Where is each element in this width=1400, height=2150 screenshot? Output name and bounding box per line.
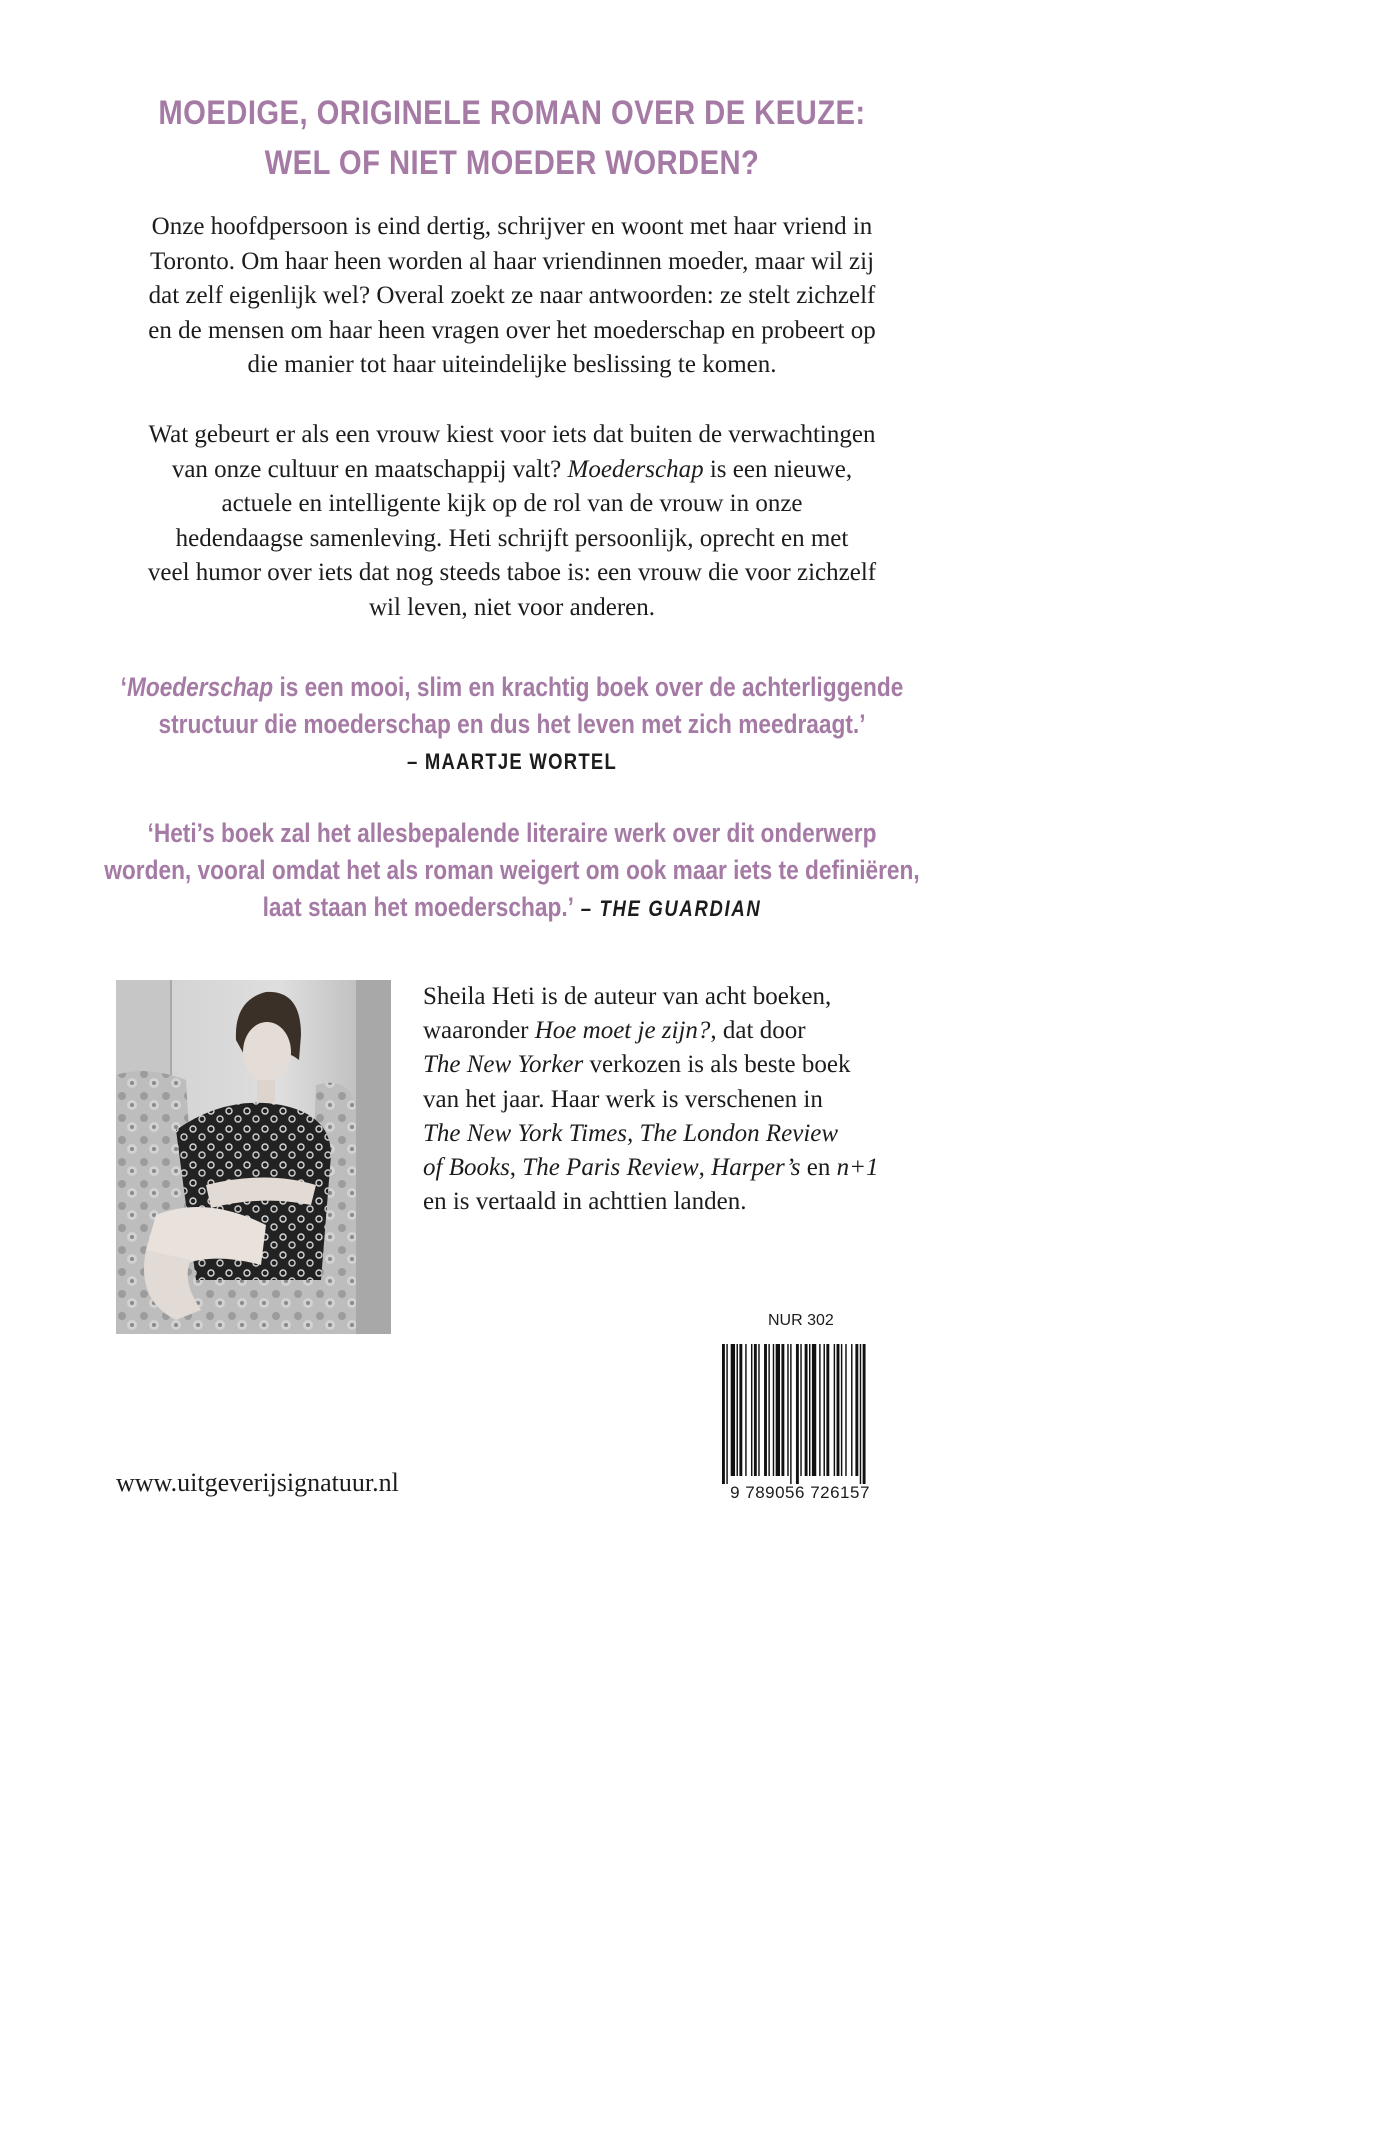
text-line: wil leven, niet voor anderen.: [368, 593, 655, 621]
barcode-bar: [855, 1344, 858, 1476]
text-line: actuele en intelligente kijk op de rol van de vrouw in onze: [221, 490, 803, 517]
bio-line: en is vertaald in achttien landen.: [423, 1188, 747, 1216]
bio-line: [423, 1117, 923, 1151]
barcode-bars: [722, 1344, 866, 1484]
barcode-bar: [837, 1344, 840, 1476]
text-line: dat zelf eigenlijk wel? Overal zoekt ze naar antwoorden: ze stelt zichzelf: [148, 282, 876, 309]
publication-title: The New Yorker: [423, 1051, 584, 1079]
nur-code: NUR 302: [768, 1312, 834, 1329]
bio-line: [423, 1014, 923, 1048]
heading-line-1: MOEDIGE, ORIGINELE ROMAN OVER DE KEUZE:: [158, 94, 866, 132]
text-segment: waaronder: [423, 1017, 535, 1045]
barcode-bar: [805, 1344, 808, 1476]
review-quote-2: [82, 815, 942, 927]
quote-text: is een mooi, slim en krachtig boek over de achterliggende: [273, 672, 904, 702]
synopsis-paragraph-1: [90, 210, 934, 383]
barcode-bar: [812, 1344, 816, 1476]
publication-title: n+1: [836, 1154, 879, 1182]
barcode-bar: [809, 1344, 810, 1476]
barcode-bar: [739, 1344, 742, 1476]
isbn-barcode: [708, 1342, 893, 1502]
text-line: [90, 453, 934, 488]
text-line: Toronto. Om haar heen worden al haar vriendinnen moeder, maar wil zij: [149, 247, 875, 275]
quote-line: [82, 669, 942, 706]
heading-line-2: WEL OF NIET MOEDER WORDEN?: [264, 144, 760, 182]
barcode-bar: [776, 1344, 780, 1476]
author-photo: [116, 980, 391, 1334]
publication-title: The New York Times, The London Review: [423, 1119, 839, 1147]
publication-title: The Paris Review: [522, 1154, 699, 1182]
text-line: die manier tot haar uiteindelijke beslissing te komen.: [247, 351, 777, 378]
barcode-bar: [796, 1344, 799, 1484]
barcode-bar: [758, 1344, 759, 1476]
barcode-bar: [819, 1344, 820, 1476]
text-segment: en: [800, 1154, 837, 1182]
text-segment: van onze cultuur en maatschappij valt?: [171, 455, 568, 483]
barcode-bar: [731, 1344, 735, 1476]
barcode-bar: [754, 1344, 757, 1476]
text-line: Onze hoofdpersoon is eind dertig, schrijver en woont met haar vriend in: [151, 213, 873, 240]
publication-title: of Books: [423, 1154, 510, 1182]
author-bio: [423, 980, 923, 1219]
barcode-bar: [790, 1344, 791, 1484]
text-segment: verkozen is als beste boek: [583, 1051, 851, 1079]
barcode-bar: [800, 1344, 801, 1476]
text-line: Wat gebeurt er als een vrouw kiest voor iets dat buiten de verwachtingen: [148, 421, 876, 448]
barcode-bar: [722, 1344, 725, 1484]
publication-title: Harper’s: [711, 1154, 801, 1182]
book-title: Moederschap: [567, 455, 704, 483]
barcode-bar: [773, 1344, 774, 1476]
bio-line: [423, 1151, 923, 1185]
text-line: veel humor over iets dat nog steeds taboe is: een vrouw die voor zichzelf: [147, 559, 877, 586]
barcode-bar: [834, 1344, 835, 1476]
barcode-bar: [824, 1344, 825, 1476]
quote-line: ‘Heti’s boek zal het allesbepalende literaire werk over dit onderwerp: [147, 818, 877, 848]
barcode-bar: [768, 1344, 769, 1476]
barcode-bar: [764, 1344, 767, 1476]
quote-line: [82, 889, 942, 927]
barcode-bar: [726, 1344, 727, 1484]
quote-text: laat staan het moederschap.’: [262, 892, 574, 922]
barcode-bar: [863, 1344, 866, 1484]
barcode-bar: [860, 1344, 861, 1484]
review-quote-1: [82, 669, 942, 780]
bio-line: [423, 1048, 923, 1082]
cover-heading: [72, 88, 953, 188]
text-line: en de mensen om haar heen vragen over het moederschap en probeert op: [148, 316, 876, 344]
quote-line: worden, vooral omdat het als roman weigert om ook maar iets te definiëren,: [104, 855, 920, 885]
barcode-bar: [841, 1344, 842, 1476]
synopsis-paragraph-2: [90, 418, 934, 625]
text-segment: ,: [698, 1154, 712, 1182]
author-portrait-image: [116, 980, 391, 1334]
barcode-bar: [845, 1344, 846, 1476]
bio-line: Sheila Heti is de auteur van acht boeken,: [423, 983, 832, 1010]
quote-attribution: – MAARTJE WORTEL: [406, 749, 618, 774]
barcode-bar: [737, 1344, 738, 1476]
barcode-bar: [826, 1344, 829, 1476]
quote-mark: ‘: [120, 672, 127, 702]
barcode-bar: [851, 1344, 852, 1476]
barcode-bar: [745, 1344, 746, 1476]
barcode-bar: [781, 1344, 784, 1476]
barcode-bar: [751, 1344, 752, 1476]
text-line: hedendaagse samenleving. Heti schrijft persoonlijk, oprecht en met: [175, 524, 849, 552]
book-title: Hoe moet je zijn?: [534, 1017, 711, 1045]
bio-line: van het jaar. Haar werk is verschenen in: [423, 1085, 823, 1113]
quote-attribution: – THE GUARDIAN: [573, 896, 762, 921]
isbn-number: 9 789056 726157: [730, 1483, 870, 1502]
text-segment: is een nieuwe,: [703, 455, 853, 483]
book-title: Moederschap: [126, 672, 274, 702]
text-segment: ,: [509, 1154, 523, 1182]
text-segment: , dat door: [710, 1017, 806, 1045]
publisher-website[interactable]: www.uitgeverijsignatuur.nl: [116, 1468, 399, 1497]
barcode-bar: [787, 1344, 788, 1476]
quote-line: structuur die moederschap en dus het leven met zich meedraagt.’: [158, 709, 866, 739]
